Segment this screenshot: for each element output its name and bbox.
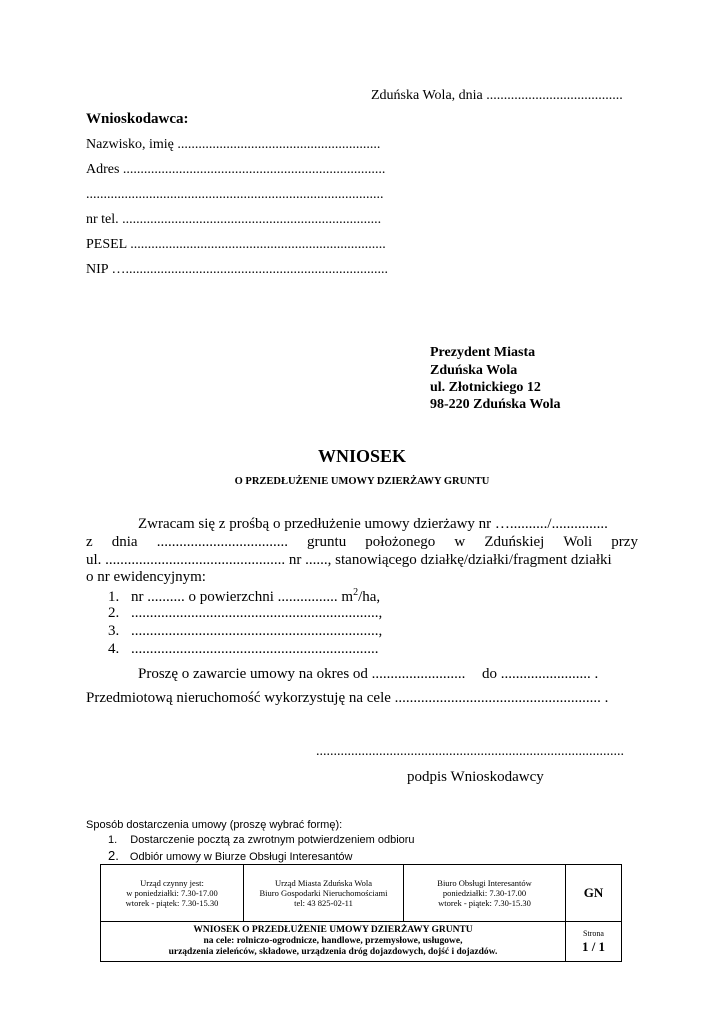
recipient-line-3: ul. Złotnickiego 12 xyxy=(430,380,541,395)
applicant-address-field[interactable]: Adres ........................................................................... xyxy=(86,162,386,177)
department-line: Biuro Gospodarki Nieruchomościami xyxy=(259,888,388,898)
plot-item-3[interactable] xyxy=(108,623,382,640)
form-title-cell xyxy=(101,922,566,961)
applicant-pesel-field[interactable]: PESEL ......................................................................... xyxy=(86,237,386,252)
plot-item-text[interactable]: .................................................................. xyxy=(131,641,379,657)
delivery-option-2[interactable] xyxy=(108,848,352,863)
word-dnia: dnia xyxy=(111,534,138,550)
word-przy: przy xyxy=(611,534,638,550)
date-field[interactable]: ................................... xyxy=(156,534,288,550)
plot-item-text[interactable]: .................................................................., xyxy=(131,605,383,621)
place-date-line[interactable]: Zduńska Wola, dnia ....................................... xyxy=(371,88,623,103)
plot-item-number: 1. xyxy=(108,589,120,605)
page-value: 1 / 1 xyxy=(581,939,606,954)
recipient-line-1: Prezydent Miasta xyxy=(430,345,536,360)
customer-service-line: wtorek - piątek: 7.30-15.30 xyxy=(438,898,531,908)
plot-item-2[interactable] xyxy=(108,605,382,622)
customer-service-cell xyxy=(404,865,566,921)
office-hours-line: wtorek - piątek: 7.30-15.30 xyxy=(125,898,219,908)
form-title-line: WNIOSEK O PRZEDŁUŻENIE UMOWY DZIERŻAWY GRUNTU xyxy=(193,925,473,935)
plot-item-number: 4. xyxy=(108,641,120,657)
customer-service-line: poniedziałki: 7.30-17.00 xyxy=(442,888,527,898)
plot-item-number: 3. xyxy=(108,623,120,639)
department-line: tel: 43 825-02-11 xyxy=(294,898,353,908)
plot-item-4[interactable] xyxy=(108,641,379,658)
delivery-option-number: 2. xyxy=(108,848,119,863)
footer-title-row xyxy=(101,922,621,961)
request-line-4: o nr ewidencyjnym: xyxy=(86,569,206,585)
plot-item-text[interactable]: nr .......... o powierzchni ................ m xyxy=(131,589,354,605)
applicant-heading: Wnioskodawca: xyxy=(86,111,189,127)
word-zdunskiej: Zduńskiej xyxy=(484,534,545,550)
form-code: GN xyxy=(583,885,604,900)
footer-info-row xyxy=(101,865,621,922)
request-line-1[interactable]: Zwracam się z prośbą o przedłużenie umowy dzierżawy nr …........../............... xyxy=(138,516,608,532)
applicant-phone-field[interactable]: nr tel. .......................................................................... xyxy=(86,212,382,227)
plot-item-text[interactable]: .................................................................., xyxy=(131,623,383,639)
delivery-option-text: Dostarczenie pocztą za zwrotnym potwierdzeniem odbioru xyxy=(130,834,415,846)
lease-period-from[interactable]: Proszę o zawarcie umowy na okres od ......................... xyxy=(138,666,466,682)
plot-item-number: 2. xyxy=(108,605,120,621)
word-gruntu: gruntu xyxy=(307,534,347,550)
customer-service-line: Biuro Obsługi Interesantów xyxy=(437,878,532,888)
plot-item-1[interactable] xyxy=(108,587,380,606)
purpose-line[interactable]: Przedmiotową nieruchomość wykorzystuję na cele ....................................................... . xyxy=(86,690,609,706)
delivery-heading: Sposób dostarczenia umowy (proszę wybrać formę): xyxy=(86,819,343,831)
page-number-cell xyxy=(566,922,621,961)
document-subtitle: O PRZEDŁUŻENIE UMOWY DZIERŻAWY GRUNTU xyxy=(234,476,490,487)
word-polozonego: położonego xyxy=(365,534,436,550)
unit-suffix: /ha, xyxy=(358,589,381,605)
applicant-name-field[interactable]: Nazwisko, imię .......................................................... xyxy=(86,137,381,152)
form-title-line: urządzenia zieleńców, składowe, urządzenia dróg dojazdowych, dojść i dojazdów. xyxy=(168,947,498,957)
applicant-nip-field[interactable]: NIP …........................................................................... xyxy=(86,262,389,277)
document-title: WNIOSEK xyxy=(317,446,407,466)
word-z: z xyxy=(86,534,93,550)
delivery-option-text: Odbiór umowy w Biurze Obsługi Interesantów xyxy=(129,851,353,863)
recipient-line-4: 98-220 Zduńska Wola xyxy=(430,397,561,412)
unit-superscript: 2 xyxy=(353,587,359,598)
lease-period-to[interactable]: do ........................ . xyxy=(482,666,599,682)
form-title-line: na cele: rolniczo-ogrodnicze, handlowe, przemysłowe, usługowe, xyxy=(203,936,463,946)
footer-table xyxy=(100,864,622,962)
applicant-address-field-2[interactable]: ..................................................................................... xyxy=(86,187,384,202)
delivery-option-number: 1. xyxy=(108,834,118,846)
signature-line[interactable]: ........................................................................................ xyxy=(316,744,624,759)
word-woli: Woli xyxy=(563,534,593,550)
department-line: Urząd Miasta Zduńska Wola xyxy=(274,878,373,888)
office-hours-line: w poniedziałki: 7.30-17.00 xyxy=(126,888,218,898)
signature-label: podpis Wnioskodawcy xyxy=(407,769,544,785)
office-hours-line: Urząd czynny jest: xyxy=(140,878,204,888)
request-line-2[interactable] xyxy=(86,534,638,551)
request-line-3[interactable]: ul. ................................................ nr ......, stanowiącego działkę/działki/fragment działki xyxy=(86,552,612,568)
office-hours-cell xyxy=(101,865,244,921)
delivery-option-1[interactable] xyxy=(108,834,415,846)
page-label: Strona xyxy=(583,929,604,938)
word-w: w xyxy=(454,534,466,550)
recipient-line-2: Zduńska Wola xyxy=(430,363,518,378)
department-cell xyxy=(244,865,404,921)
